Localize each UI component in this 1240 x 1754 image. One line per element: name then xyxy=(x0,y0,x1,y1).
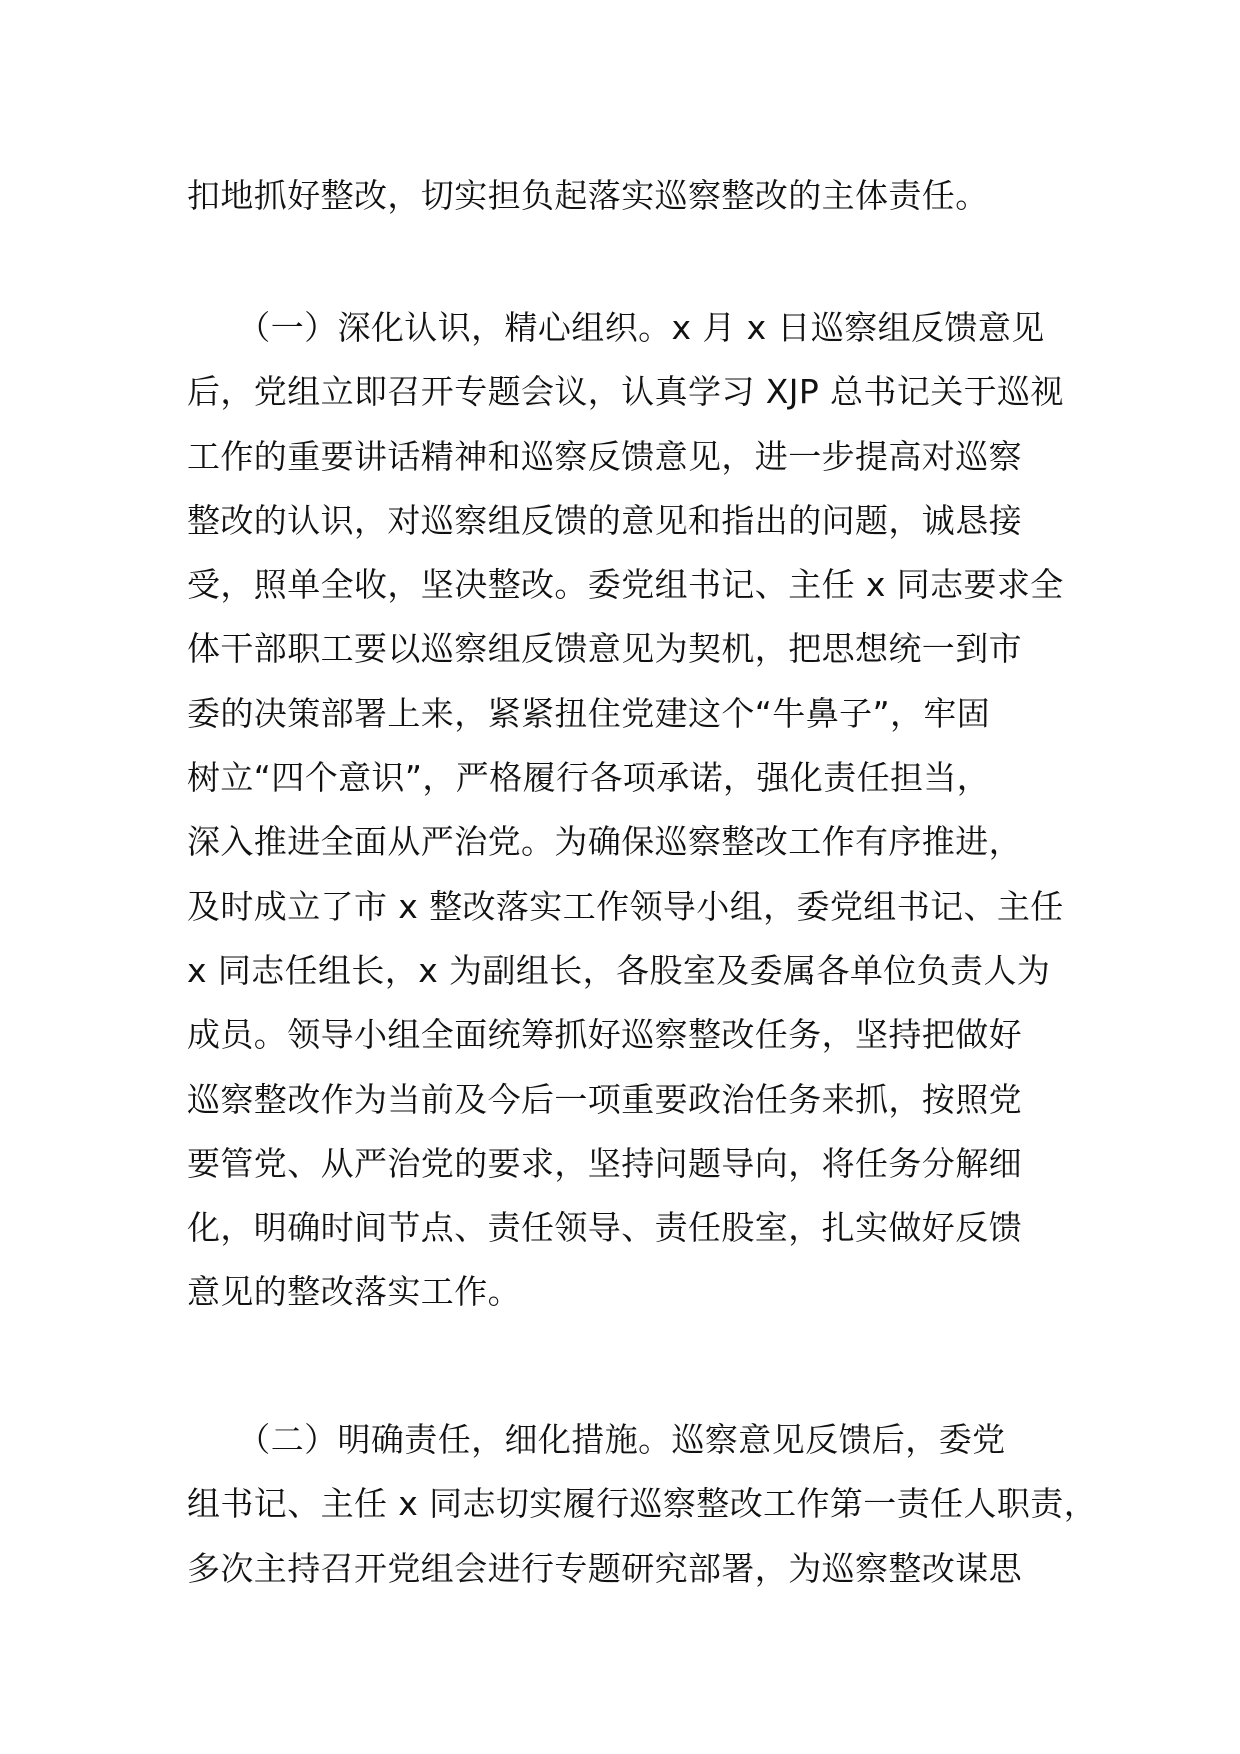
text-line: x 同志任组长，x 为副组长，各股室及委属各单位负责人为 xyxy=(187,950,1051,990)
text-line: 及时成立了市 x 整改落实工作领导小组，委党组书记、主任 xyxy=(187,886,1064,926)
text-line: 受，照单全收，坚决整改。委党组书记、主任 x 同志要求全 xyxy=(187,565,1064,605)
text-line: 要管党、从严治党的要求，坚持问题导向，将任务分解细 xyxy=(187,1143,1022,1183)
text-line: 委的决策部署上来，紧紧扭住党建这个“牛鼻子”，牢固 xyxy=(187,693,991,733)
text-line: 深入推进全面从严治党。为确保巡察整改工作有序推进， xyxy=(187,822,1022,862)
text-line: 工作的重要讲话精神和巡察反馈意见，进一步提高对巡察 xyxy=(187,436,1022,476)
paragraph-deepen-understanding xyxy=(187,296,1067,1325)
text-line: 整改的认识，对巡察组反馈的意见和指出的问题，诚恳接 xyxy=(187,500,1022,540)
text-line: 成员。领导小组全面统筹抓好巡察整改任务，坚持把做好 xyxy=(187,1015,1022,1055)
text-line: 化，明确时间节点、责任领导、责任股室，扎实做好反馈 xyxy=(187,1208,1022,1248)
text-line: 多次主持召开党组会进行专题研究部署，为巡察整改谋思 xyxy=(187,1548,1022,1588)
text-line: （一）深化认识，精心组织。x 月 x 日巡察组反馈意见 xyxy=(187,308,1045,347)
text-line: 组书记、主任 x 同志切实履行巡察整改工作第一责任人职责， xyxy=(187,1484,1098,1524)
text-line: 意见的整改落实工作。 xyxy=(187,1272,521,1312)
text-line: 巡察整改作为当前及今后一项重要政治任务来抓，按照党 xyxy=(187,1079,1022,1119)
text-line: 扣地抓好整改，切实担负起落实巡察整改的主体责任。 xyxy=(187,176,989,215)
paragraph-continuation xyxy=(187,164,1067,228)
text-line: 树立“四个意识”，严格履行各项承诺，强化责任担当， xyxy=(187,758,991,798)
paragraph-clarify-responsibility xyxy=(187,1408,1098,1601)
text-line: 后，党组立即召开专题会议，认真学习 XJP 总书记关于巡视 xyxy=(187,372,1064,412)
text-line: 体干部职工要以巡察组反馈意见为契机，把思想统一到市 xyxy=(187,629,1022,669)
text-line: （二）明确责任，细化措施。巡察意见反馈后，委党 xyxy=(187,1420,1006,1459)
